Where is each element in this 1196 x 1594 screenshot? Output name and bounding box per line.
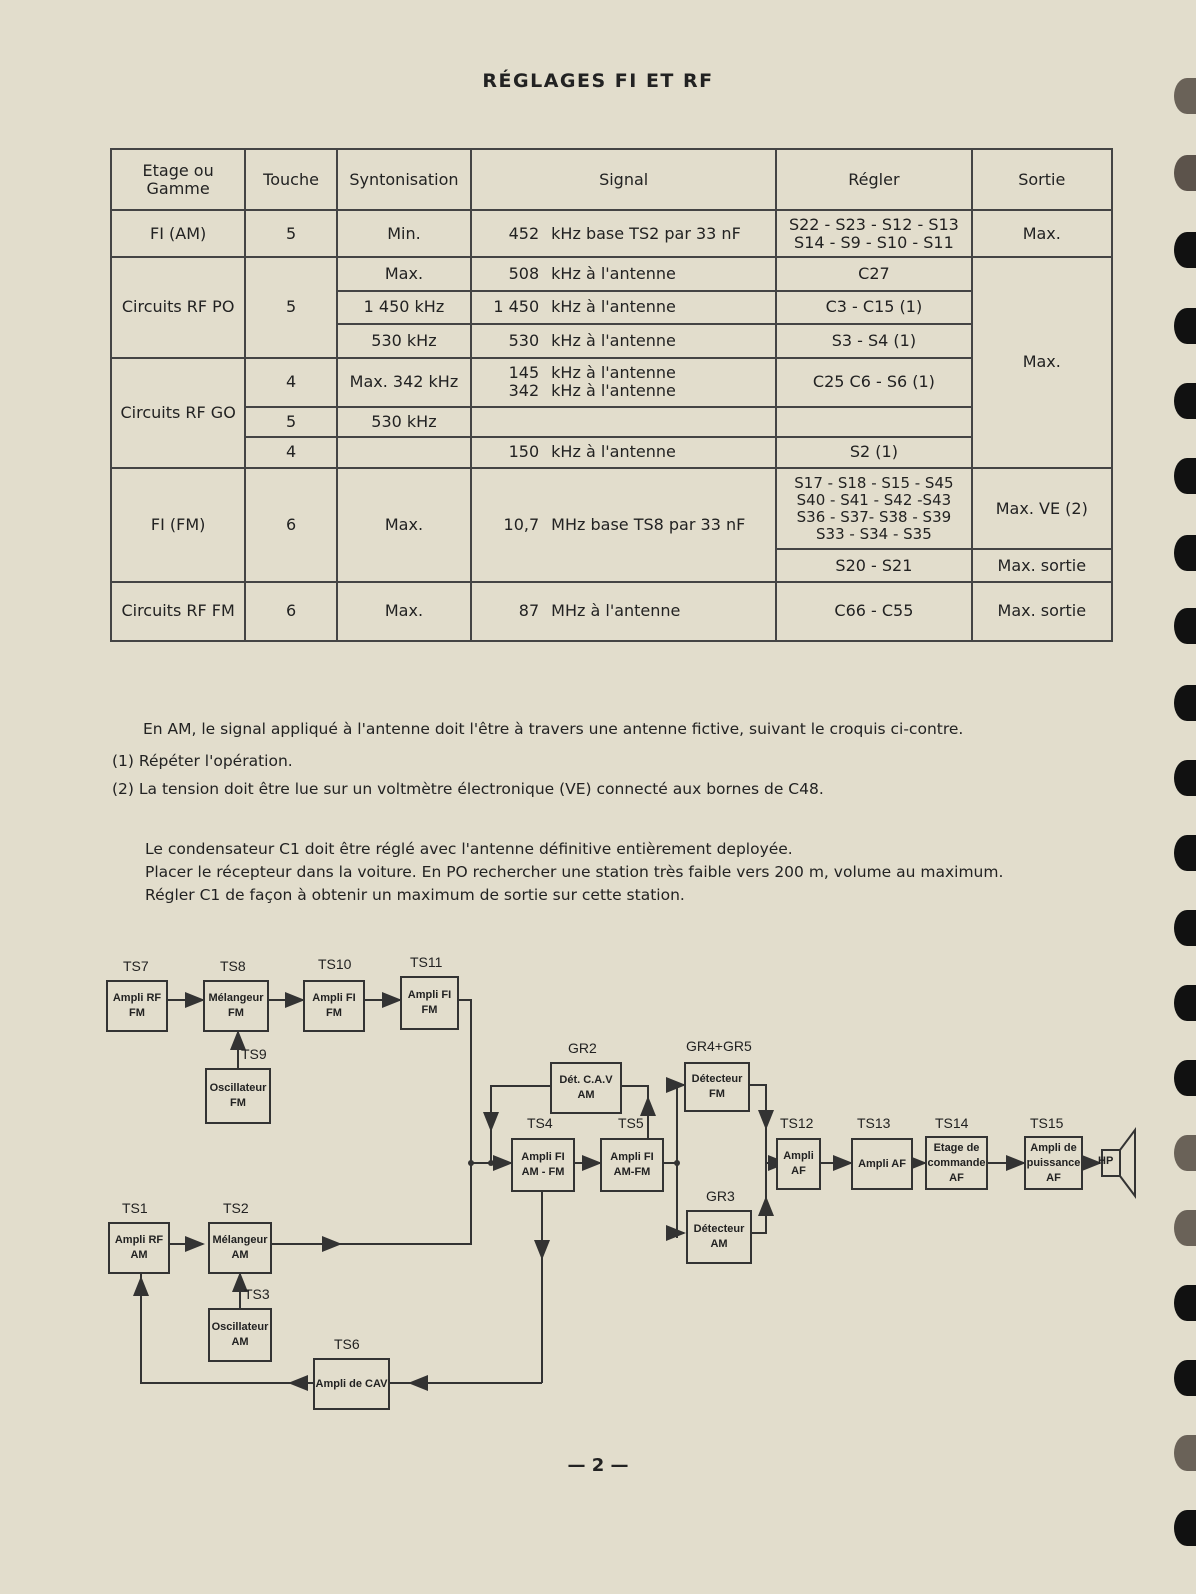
- signal-unit: kHz à l'antenne: [551, 381, 676, 401]
- label-ts4: TS4: [527, 1115, 553, 1131]
- cell-touche: 5: [245, 257, 337, 358]
- instruction-line: Régler C1 de façon à obtenir un maximum de sortie sur cette station.: [145, 886, 685, 904]
- label-ts14: TS14: [935, 1115, 969, 1131]
- cell-regler: C66 - C55: [776, 582, 971, 641]
- label-ts13: TS13: [857, 1115, 891, 1131]
- block-ampli-fi-am-fm: Ampli FI AM - FM: [511, 1138, 575, 1192]
- cell-regler: C25 C6 - S6 (1): [776, 358, 971, 407]
- binding-hole: [1174, 835, 1196, 871]
- signal-value: 145: [508, 363, 540, 383]
- block-ampli-af-1: Ampli AF: [776, 1138, 821, 1190]
- table-row: [111, 437, 1112, 468]
- instruction-line: Le condensateur C1 doit être réglé avec l'antenne définitive entièrement deployée.: [145, 840, 793, 858]
- label-ts11: TS11: [410, 954, 443, 970]
- cell-signal: [471, 582, 776, 641]
- binding-hole: [1174, 1210, 1196, 1246]
- binding-hole: [1174, 308, 1196, 344]
- cell-etage: Circuits RF PO: [111, 257, 245, 358]
- cell-touche: 6: [245, 468, 337, 582]
- binding-hole: [1174, 155, 1196, 191]
- signal-unit: MHz base TS8 par 33 nF: [551, 514, 746, 534]
- binding-hole: [1174, 985, 1196, 1021]
- signal-unit: kHz à l'antenne: [551, 297, 676, 317]
- block-melangeur-fm: Mélangeur FM: [203, 980, 269, 1032]
- signal-unit: kHz à l'antenne: [551, 363, 676, 383]
- signal-unit: kHz à l'antenne: [551, 442, 676, 462]
- cell-regler: S3 - S4 (1): [776, 324, 971, 358]
- cell-regler: S22 - S23 - S12 - S13 S14 - S9 - S10 - S11: [776, 210, 971, 257]
- label-ts7: TS7: [123, 958, 149, 974]
- cell-signal: [471, 468, 776, 582]
- cell-signal: [471, 407, 776, 438]
- label-ts5: TS5: [618, 1115, 644, 1131]
- binding-hole: [1174, 458, 1196, 494]
- block-ampli-de-cav: Ampli de CAV: [313, 1358, 390, 1410]
- signal-value: 342: [508, 381, 540, 401]
- binding-hole: [1174, 608, 1196, 644]
- label-ts3: TS3: [244, 1286, 270, 1302]
- block-ampli-fi-am-fm-2: Ampli FI AM-FM: [600, 1138, 664, 1192]
- signal-value: 87: [518, 601, 540, 621]
- signal-unit: MHz à l'antenne: [551, 601, 681, 621]
- cell-etage: Circuits RF GO: [111, 358, 245, 468]
- signal-value: 10,7: [503, 514, 540, 534]
- cell-synto: 530 kHz: [337, 324, 471, 358]
- cell-signal: [471, 291, 776, 325]
- label-ts9: TS9: [241, 1046, 267, 1062]
- label-ts2: TS2: [223, 1200, 249, 1216]
- block-oscillateur-am: Oscillateur AM: [208, 1308, 272, 1362]
- block-diagram: [90, 954, 1170, 1418]
- label-ts8: TS8: [220, 958, 246, 974]
- header-signal: Signal: [471, 149, 776, 210]
- binding-hole: [1174, 232, 1196, 268]
- cell-touche: 6: [245, 582, 337, 641]
- binding-hole: [1174, 685, 1196, 721]
- block-melangeur-am: Mélangeur AM: [208, 1222, 272, 1274]
- block-ampli-af-2: Ampli AF: [851, 1138, 913, 1190]
- signal-value: 1 450: [493, 297, 540, 317]
- label-ts1: TS1: [122, 1200, 148, 1216]
- block-etage-de-commande: Etage de commande AF: [925, 1136, 988, 1190]
- label-gr3: GR3: [706, 1188, 735, 1204]
- binding-hole: [1174, 1360, 1196, 1396]
- binding-hole: [1174, 1285, 1196, 1321]
- block-detecteur-fm: Détecteur FM: [684, 1062, 750, 1112]
- table-row: [111, 582, 1112, 641]
- block-ampli-rf-am: Ampli RF AM: [108, 1222, 170, 1274]
- label-ts12: TS12: [780, 1115, 814, 1131]
- signal-value: 508: [508, 263, 540, 283]
- cell-sortie: Max. sortie: [972, 549, 1112, 582]
- header-etage: Etage ou Gamme: [111, 149, 245, 210]
- table-row: [111, 358, 1112, 407]
- cell-regler: [776, 407, 971, 438]
- table-row: [111, 210, 1112, 257]
- header-sortie: Sortie: [972, 149, 1112, 210]
- header-touche: Touche: [245, 149, 337, 210]
- cell-etage: FI (FM): [111, 468, 245, 582]
- binding-hole: [1174, 910, 1196, 946]
- signal-unit: kHz à l'antenne: [551, 263, 676, 283]
- cell-signal: [471, 324, 776, 358]
- signal-value: 150: [508, 442, 540, 462]
- binding-hole: [1174, 1510, 1196, 1546]
- cell-touche: 4: [245, 358, 337, 407]
- cell-regler: S17 - S18 - S15 - S45 S40 - S41 - S42 -S43 S36 - S37- S38 - S39 S33 - S34 - S35: [776, 468, 971, 549]
- cell-etage: FI (AM): [111, 210, 245, 257]
- cell-synto: Max.: [337, 582, 471, 641]
- cell-touche: 5: [245, 407, 337, 438]
- cell-sortie: Max. sortie: [972, 582, 1112, 641]
- cell-signal: [471, 358, 776, 407]
- table-row: [111, 407, 1112, 438]
- cell-signal: [471, 437, 776, 468]
- cell-sortie: Max.: [972, 257, 1112, 468]
- cell-synto: 530 kHz: [337, 407, 471, 438]
- binding-hole: [1174, 1135, 1196, 1171]
- label-gr2: GR2: [568, 1040, 597, 1056]
- binding-hole: [1174, 535, 1196, 571]
- label-gr4-gr5: GR4+GR5: [686, 1038, 752, 1054]
- binding-hole: [1174, 1060, 1196, 1096]
- cell-sortie: Max.: [972, 210, 1112, 257]
- cell-regler: C3 - C15 (1): [776, 291, 971, 325]
- header-syntonisation: Syntonisation: [337, 149, 471, 210]
- label-hp: HP: [1098, 1155, 1114, 1167]
- note-paragraph: En AM, le signal appliqué à l'antenne doit l'être à travers une antenne fictive, suivant le croquis ci-contre.: [143, 720, 964, 738]
- cell-synto: 1 450 kHz: [337, 291, 471, 325]
- cell-regler: S2 (1): [776, 437, 971, 468]
- binding-hole: [1174, 383, 1196, 419]
- cell-synto: Max. 342 kHz: [337, 358, 471, 407]
- cell-signal: [471, 210, 776, 257]
- block-detecteur-am: Détecteur AM: [686, 1210, 752, 1264]
- cell-synto: Max.: [337, 468, 471, 582]
- signal-value: 452: [508, 223, 540, 243]
- binding-holes: [1166, 0, 1196, 1594]
- binding-hole: [1174, 760, 1196, 796]
- cell-signal: [471, 257, 776, 291]
- cell-regler: S20 - S21: [776, 549, 971, 582]
- cell-regler: C27: [776, 257, 971, 291]
- block-ampli-fi-fm: Ampli FI FM: [303, 980, 365, 1032]
- block-ampli-rf-fm: Ampli RF FM: [106, 980, 168, 1032]
- cell-sortie: Max. VE (2): [972, 468, 1112, 549]
- block-ampli-fi-fm-2: Ampli FI FM: [400, 976, 459, 1030]
- cell-touche: 4: [245, 437, 337, 468]
- label-ts15: TS15: [1030, 1115, 1064, 1131]
- cell-synto: Max.: [337, 257, 471, 291]
- adjustment-table: [110, 148, 1113, 642]
- table-header-row: [111, 149, 1112, 210]
- cell-synto: [337, 437, 471, 468]
- label-ts6: TS6: [334, 1336, 360, 1352]
- signal-unit: kHz à l'antenne: [551, 330, 676, 350]
- cell-etage: Circuits RF FM: [111, 582, 245, 641]
- cell-touche: 5: [245, 210, 337, 257]
- block-det-cav-am: Dét. C.A.V AM: [550, 1062, 622, 1114]
- block-oscillateur-fm: Oscillateur FM: [205, 1068, 271, 1124]
- note-2: (2) La tension doit être lue sur un voltmètre électronique (VE) connecté aux bornes de C48.: [112, 780, 824, 798]
- header-regler: Régler: [776, 149, 971, 210]
- instruction-line: Placer le récepteur dans la voiture. En PO rechercher une station très faible vers 200 m, volume au maximum.: [145, 863, 1004, 881]
- signal-unit: kHz base TS2 par 33 nF: [551, 223, 741, 243]
- table-row: [111, 257, 1112, 291]
- cell-synto: Min.: [337, 210, 471, 257]
- block-ampli-de-puissance: Ampli de puissance AF: [1024, 1136, 1083, 1190]
- table-row: [111, 468, 1112, 549]
- label-ts10: TS10: [318, 956, 352, 972]
- note-1: (1) Répéter l'opération.: [112, 752, 293, 770]
- signal-value: 530: [508, 330, 540, 350]
- page-title: RÉGLAGES FI ET RF: [482, 70, 714, 92]
- page-number: — 2 —: [567, 1455, 629, 1476]
